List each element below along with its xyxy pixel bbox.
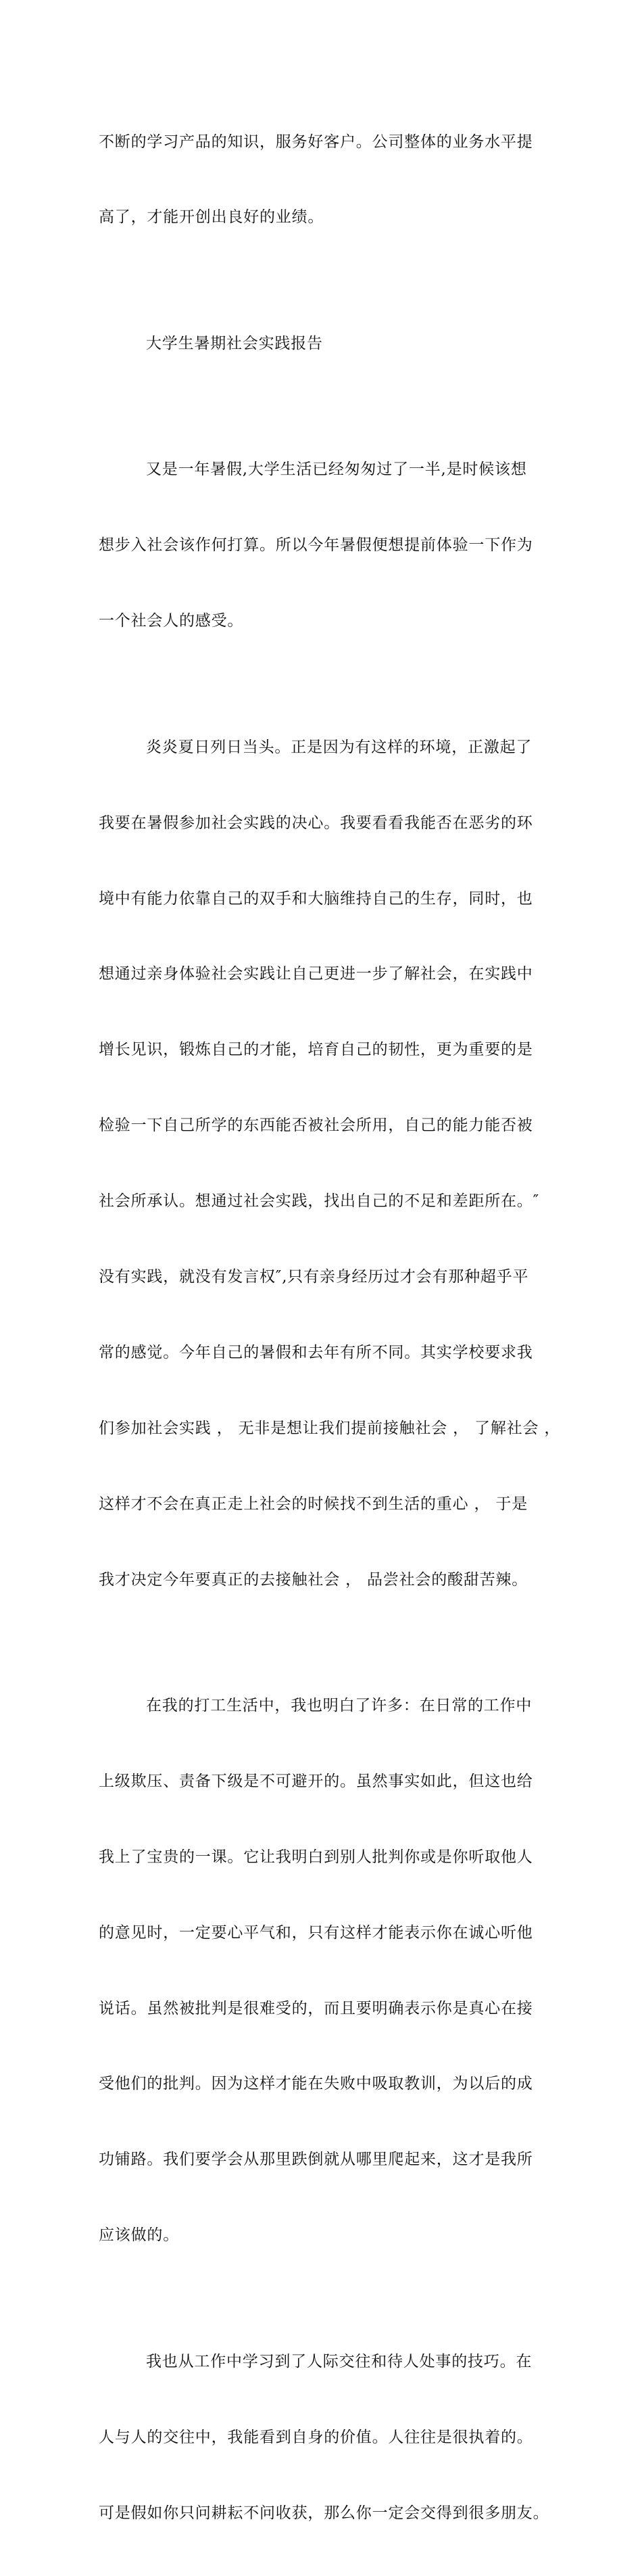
text-line: 人与人的交往中，我能看到自身的价值。人往往是很执着的。 <box>99 2428 533 2446</box>
paragraph-1 <box>99 79 550 281</box>
paragraph-6 <box>99 2299 550 2576</box>
text-line: 想通过亲身体验社会实践让自己更进一步了解社会，在实践中 <box>99 965 533 983</box>
text-line: 增长见识，锻炼自己的才能，培育自己的韧性，更为重要的是 <box>99 1041 533 1059</box>
text-line: 又是一年暑假,大学生活已经匆匆过了一半,是时候该想 <box>146 461 527 479</box>
text-line: 检验一下自己所学的东西能否被社会所用，自己的能力能否被 <box>99 1117 533 1135</box>
text-line: 没有实践，就没有发言权″,只有亲身经历过才会有那种超乎平 <box>99 1267 529 1286</box>
text-line: 的意见时，一定要心平气和，只有这样才能表示你在诚心听他 <box>99 1923 533 1942</box>
text-line: 这样才不会在真正走上社会的时候找不到生活的重心 ， 于是 <box>99 1495 528 1513</box>
section-heading <box>99 281 550 406</box>
text-line: 们参加社会实践 ， 无非是想让我们提前接触社会 ， 了解社会 ， <box>99 1419 561 1437</box>
text-line: 上级欺压、责备下级是不可避开的。虽然事实如此，但这也给 <box>99 1772 533 1790</box>
text-line: 我上了宝贵的一课。它让我明白到别人批判你或是你听取他人 <box>99 1848 533 1866</box>
text-line: 受他们的批判。因为这样才能在失败中吸取教训，为以后的成 <box>99 2075 533 2093</box>
document-body <box>99 79 561 2576</box>
text-line: 高了，才能开创出良好的业绩。 <box>99 208 324 227</box>
text-line: 我才决定今年要真正的去接触社会 ， 品尝社会的酸甜苦辣。 <box>99 1570 528 1589</box>
text-line: 我也从工作中学习到了人际交往和待人处事的技巧。在 <box>146 2352 533 2370</box>
paragraph-4 <box>99 684 561 1643</box>
text-line: 说话。虽然被批判是很难受的，而且要明确表示你是真心在接 <box>99 1999 533 2017</box>
text-line: 在我的打工生活中，我也明白了许多：在日常的工作中 <box>146 1697 533 1714</box>
text-line: 功铺路。我们要学会从那里跌倒就从哪里爬起来，这才是我所 <box>99 2151 533 2169</box>
text-line: 一个社会人的感受。 <box>99 612 244 630</box>
heading-line: 大学生暑期社会实践报告 <box>146 334 323 352</box>
text-line: 我要在暑假参加社会实践的决心。我要看看我能否在恶劣的环 <box>99 814 533 832</box>
text-line: 常的感觉。今年自己的暑假和去年有所不同。其实学校要求我 <box>99 1343 533 1361</box>
text-line: 可是假如你只问耕耘不问收获，那么你一定会交得到很多朋友。 <box>99 2504 549 2522</box>
text-line: 社会所承认。想通过社会实践，找出自己的不足和差距所在。″ <box>99 1192 539 1211</box>
text-line: 炎炎夏日列日当头。正是因为有这样的环境，正激起了 <box>146 738 533 756</box>
text-line: 境中有能力依靠自己的双手和大脑维持自己的生存，同时，也 <box>99 889 533 908</box>
paragraph-3 <box>99 407 550 684</box>
text-line: 应该做的。 <box>99 2226 179 2245</box>
paragraph-5 <box>99 1643 550 2299</box>
text-line: 想步入社会该作何打算。所以今年暑假便想提前体验一下作为 <box>99 536 533 555</box>
text-line: 不断的学习产品的知识，服务好客户。公司整体的业务水平提 <box>99 133 533 151</box>
